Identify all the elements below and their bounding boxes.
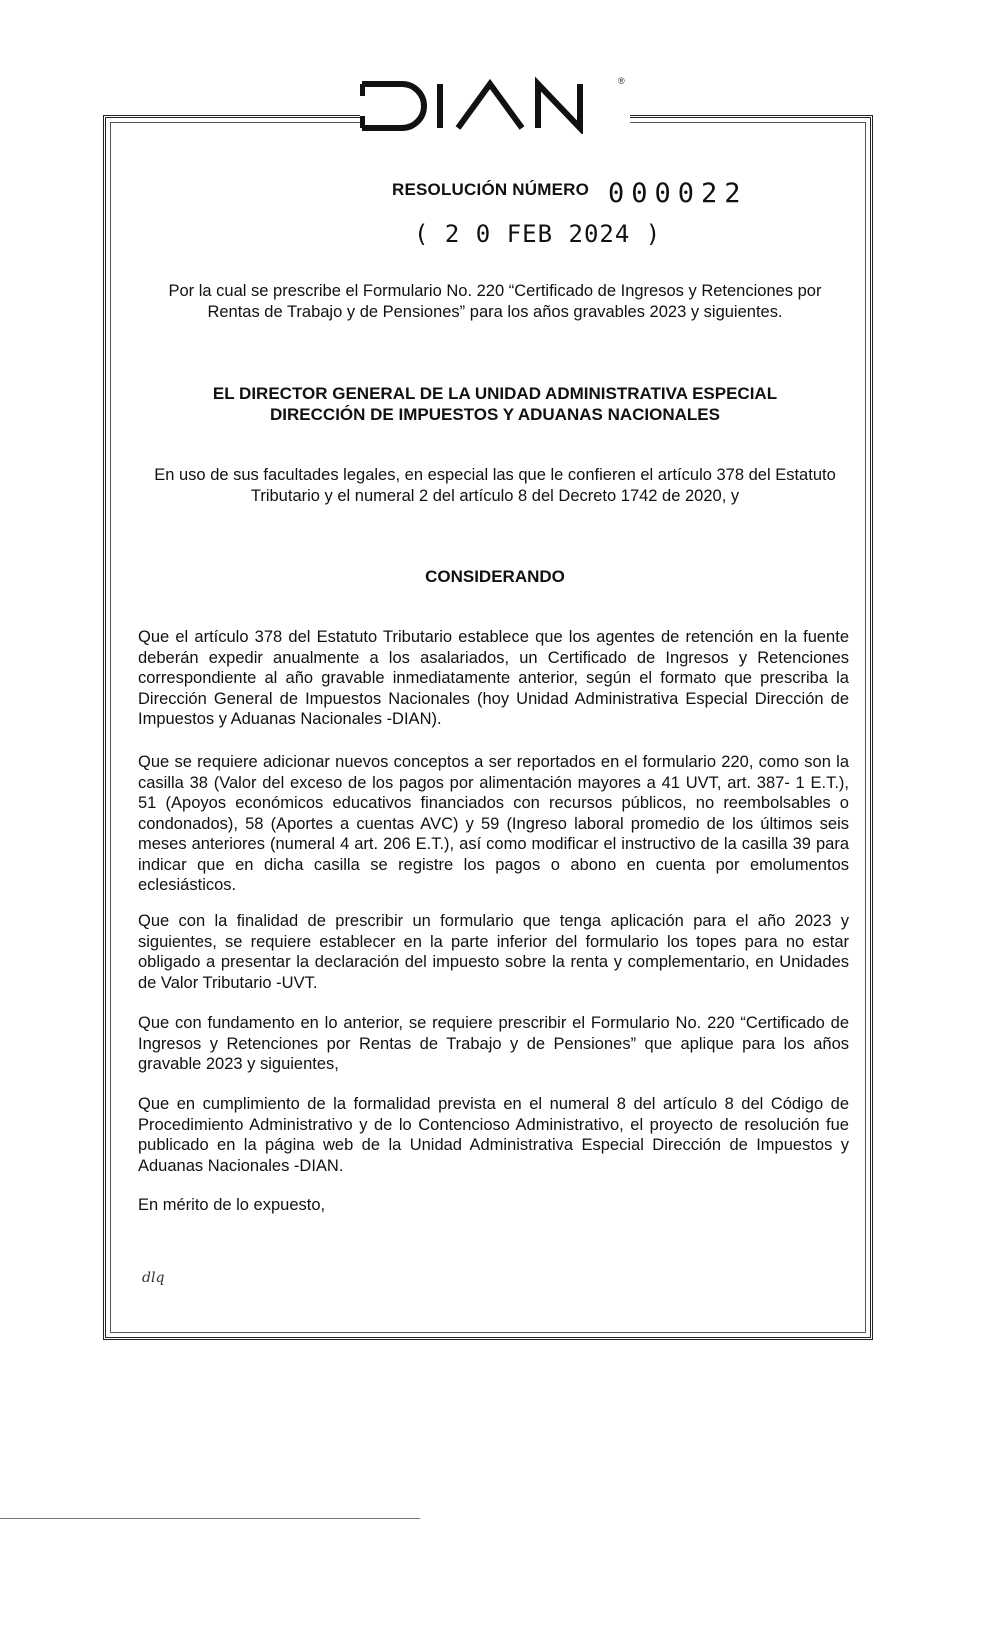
authority-line-1: EL DIRECTOR GENERAL DE LA UNIDAD ADMINISTRATIVA ESPECIAL <box>212 384 778 403</box>
considerando-heading: CONSIDERANDO <box>425 567 565 586</box>
considerando-paragraph: Que en cumplimiento de la formalidad prevista en el numeral 8 del artículo 8 del Código de Procedimiento Administrativo y de lo Contencioso Administrativo, el proyecto de resolución fue publicado en la página web de la Unidad Administrativa Especial Dirección de Impuestos y Aduanas Nacionales -DIAN. <box>138 1095 849 1175</box>
considerando-paragraph: Que con la finalidad de prescribir un formulario que tenga aplicación para el año 2023 y siguientes, se requiere establecer en la parte inferior del formulario los topes para no estar obligado a presentar la declaración del impuesto sobre la renta y complementario, en Unidades de Valor Tributario -UVT. <box>138 912 849 992</box>
resolution-number: 000022 <box>608 178 748 209</box>
registered-mark: ® <box>618 76 625 86</box>
closing-phrase: En mérito de lo expuesto, <box>138 1196 326 1214</box>
considerando-paragraph: Que con fundamento en lo anterior, se requiere prescribir el Formulario No. 220 “Certificado de Ingresos y Retenciones por Rentas de Trabajo y de Pensiones” que aplique para los años gravable 2023 y siguientes, <box>138 1014 849 1073</box>
handwritten-initials: dlq <box>142 1270 165 1286</box>
authority-line-2: DIRECCIÓN DE IMPUESTOS Y ADUANAS NACIONALES <box>270 405 720 424</box>
resolution-subject: Por la cual se prescribe el Formulario No. 220 “Certificado de Ingresos y Retenciones por Rentas de Trabajo y de Pensiones” para los años gravables 2023 y siguientes. <box>168 282 822 321</box>
dian-logo <box>360 76 630 134</box>
legal-basis: En uso de sus facultades legales, en especial las que le confieren el artículo 378 del Estatuto Tributario y el numeral 2 del artículo 8 del Decreto 1742 de 2020, y <box>154 466 836 505</box>
issuing-authority <box>150 383 840 425</box>
footer-rule <box>0 1518 420 1519</box>
resolution-date: ( 2 0 FEB 2024 ) <box>414 220 662 248</box>
considerando-paragraph: Que se requiere adicionar nuevos conceptos a ser reportados en el formulario 220, como son la casilla 38 (Valor del exceso de los pagos por alimentación mayores a 41 UVT, art. 387- 1 E.T.), 51 (Apoyos económicos educativos financiados con recursos públicos, no reembolsables o condonados), 58 (Aportes a cuentas AVC) y 59 (Ingreso laboral promedio de los últimos seis meses anteriores (numeral 4 art. 206 E.T.), así como modificar el instructivo de la casilla 39 para indicar que en dicha casilla se registre los pagos o abono en cuenta por emolumentos eclesiásticos. <box>138 753 849 894</box>
resolution-title: RESOLUCIÓN NÚMERO <box>392 180 590 199</box>
dian-logo-icon <box>360 76 620 134</box>
considerando-paragraph: Que el artículo 378 del Estatuto Tributario establece que los agentes de retención en la fuente deberán expedir anualmente a los asalariados, un Certificado de Ingresos y Retenciones correspondiente al año gravable inmediatamente anterior, según el formato que prescriba la Dirección General de Impuestos Nacionales (hoy Unidad Administrativa Especial Dirección de Impuestos y Aduanas Nacionales -DIAN). <box>138 628 849 728</box>
